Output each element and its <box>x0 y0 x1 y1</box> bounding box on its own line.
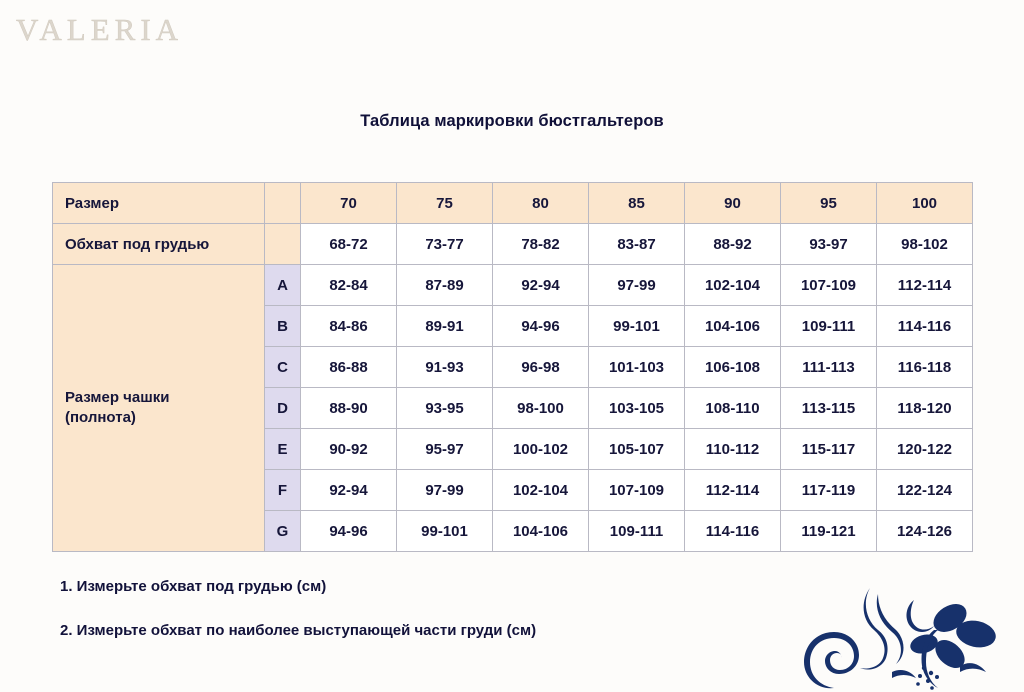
cup-a-value-90: 102-104 <box>685 265 781 306</box>
cup-a-value-100: 112-114 <box>877 265 973 306</box>
cup-e-value-95: 115-117 <box>781 429 877 470</box>
cup-a-value-95: 107-109 <box>781 265 877 306</box>
cup-b-value-80: 94-96 <box>493 306 589 347</box>
cup-letter-e: E <box>265 429 301 470</box>
underbust-value-80: 78-82 <box>493 224 589 265</box>
cup-c-value-75: 91-93 <box>397 347 493 388</box>
cup-d-value-70: 88-90 <box>301 388 397 429</box>
cup-c-value-70: 86-88 <box>301 347 397 388</box>
table-row-cup-a <box>53 265 973 306</box>
underbust-value-90: 88-92 <box>685 224 781 265</box>
cup-f-value-95: 117-119 <box>781 470 877 511</box>
cup-c-value-90: 106-108 <box>685 347 781 388</box>
header-size-95: 95 <box>781 183 877 224</box>
underbust-value-100: 98-102 <box>877 224 973 265</box>
cup-letter-g: G <box>265 511 301 552</box>
cup-c-value-85: 101-103 <box>589 347 685 388</box>
cup-e-value-85: 105-107 <box>589 429 685 470</box>
cup-b-value-75: 89-91 <box>397 306 493 347</box>
cup-g-value-80: 104-106 <box>493 511 589 552</box>
cup-f-value-90: 112-114 <box>685 470 781 511</box>
cup-g-value-70: 94-96 <box>301 511 397 552</box>
cup-g-value-90: 114-116 <box>685 511 781 552</box>
cup-e-value-100: 120-122 <box>877 429 973 470</box>
header-size-90: 90 <box>685 183 781 224</box>
table-row-underbust <box>53 224 973 265</box>
cup-d-value-100: 118-120 <box>877 388 973 429</box>
underbust-value-85: 83-87 <box>589 224 685 265</box>
cup-letter-c: C <box>265 347 301 388</box>
cup-a-value-80: 92-94 <box>493 265 589 306</box>
header-cup-blank <box>265 183 301 224</box>
cup-c-value-100: 116-118 <box>877 347 973 388</box>
cup-b-value-85: 99-101 <box>589 306 685 347</box>
cup-e-value-75: 95-97 <box>397 429 493 470</box>
cup-f-value-75: 97-99 <box>397 470 493 511</box>
cup-g-value-75: 99-101 <box>397 511 493 552</box>
cup-e-value-70: 90-92 <box>301 429 397 470</box>
cup-section-label-line1: Размер чашки <box>65 388 170 406</box>
cup-letter-a: A <box>265 265 301 306</box>
brand-logo: VALERIA <box>16 12 184 47</box>
cup-d-value-90: 108-110 <box>685 388 781 429</box>
cup-e-value-80: 100-102 <box>493 429 589 470</box>
cup-c-value-80: 96-98 <box>493 347 589 388</box>
header-size-100: 100 <box>877 183 973 224</box>
header-size-80: 80 <box>493 183 589 224</box>
instruction-note-2: 2. Измерьте обхват по наиболее выступающей части груди (см) <box>60 622 537 639</box>
cup-letter-d: D <box>265 388 301 429</box>
cup-f-value-80: 102-104 <box>493 470 589 511</box>
cup-a-value-75: 87-89 <box>397 265 493 306</box>
underbust-label: Обхват под грудью <box>53 224 265 265</box>
cup-a-value-85: 97-99 <box>589 265 685 306</box>
cup-letter-b: B <box>265 306 301 347</box>
cup-section-label <box>53 265 265 552</box>
cup-f-value-70: 92-94 <box>301 470 397 511</box>
cup-g-value-95: 119-121 <box>781 511 877 552</box>
size-table-container <box>52 182 972 552</box>
cup-b-value-90: 104-106 <box>685 306 781 347</box>
page-title: Таблица маркировки бюстгальтеров <box>360 112 664 130</box>
cup-section-label-line2: (полнота) <box>65 409 136 426</box>
header-size-label: Размер <box>53 183 265 224</box>
instruction-note-1: 1. Измерьте обхват под грудью (см) <box>60 578 327 595</box>
cup-letter-f: F <box>265 470 301 511</box>
underbust-value-75: 73-77 <box>397 224 493 265</box>
header-size-70: 70 <box>301 183 397 224</box>
cup-f-value-85: 107-109 <box>589 470 685 511</box>
cup-a-value-70: 82-84 <box>301 265 397 306</box>
cup-b-value-70: 84-86 <box>301 306 397 347</box>
size-table <box>52 182 973 552</box>
table-header-row <box>53 183 973 224</box>
cup-d-value-85: 103-105 <box>589 388 685 429</box>
cup-d-value-75: 93-95 <box>397 388 493 429</box>
header-size-75: 75 <box>397 183 493 224</box>
underbust-value-70: 68-72 <box>301 224 397 265</box>
cup-b-value-100: 114-116 <box>877 306 973 347</box>
cup-g-value-100: 124-126 <box>877 511 973 552</box>
header-size-85: 85 <box>589 183 685 224</box>
cup-d-value-80: 98-100 <box>493 388 589 429</box>
floral-ornament-icon <box>774 572 1014 692</box>
underbust-value-95: 93-97 <box>781 224 877 265</box>
cup-b-value-95: 109-111 <box>781 306 877 347</box>
cup-g-value-85: 109-111 <box>589 511 685 552</box>
cup-c-value-95: 111-113 <box>781 347 877 388</box>
cup-f-value-100: 122-124 <box>877 470 973 511</box>
underbust-cup-blank <box>265 224 301 265</box>
cup-d-value-95: 113-115 <box>781 388 877 429</box>
cup-e-value-90: 110-112 <box>685 429 781 470</box>
